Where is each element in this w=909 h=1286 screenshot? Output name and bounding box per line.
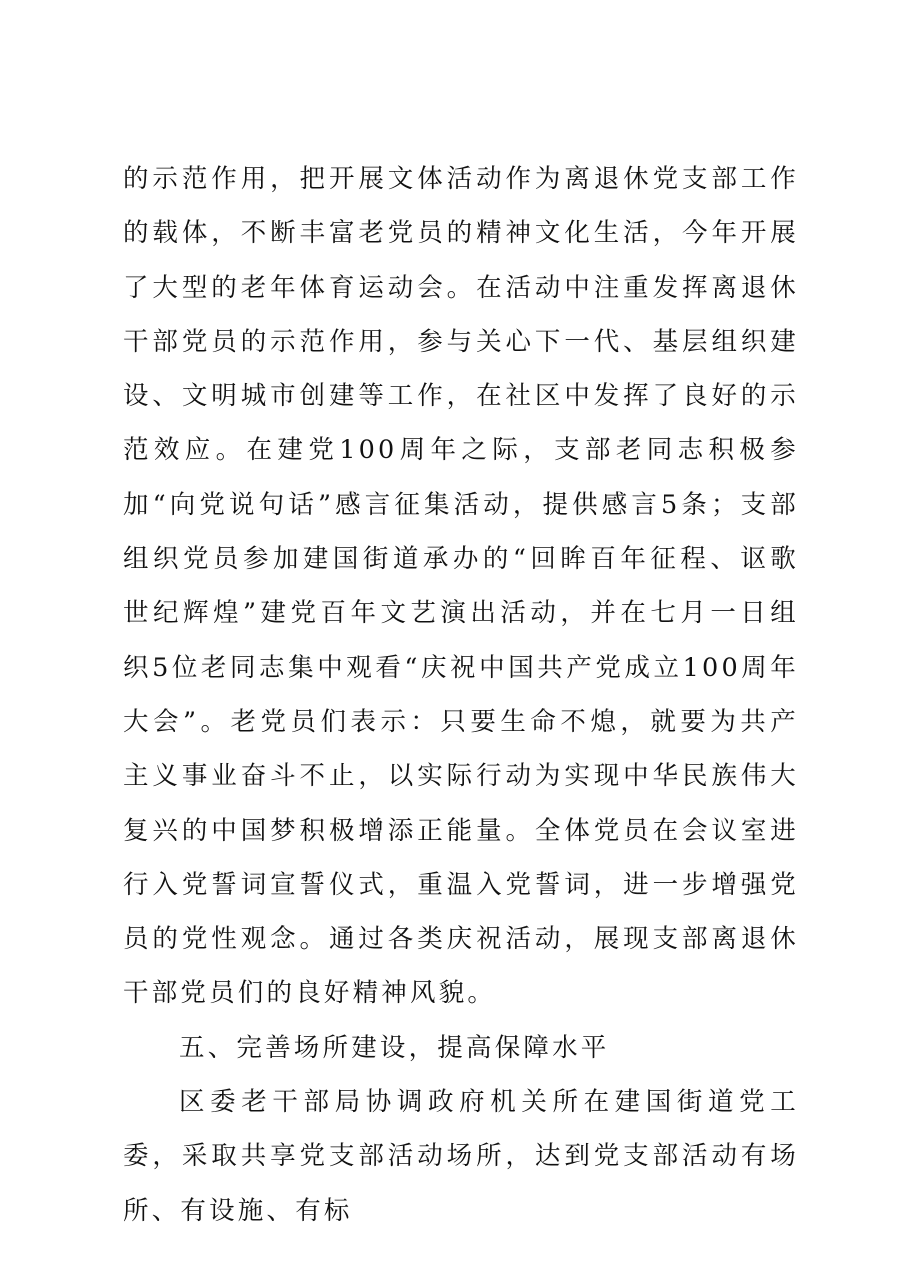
paragraph-activities: 的示范作用，把开展文体活动作为离退休党支部工作的载体，不断丰富老党员的精神文化生活，今年开展了大型的老年体育运动会。在活动中注重发挥离退休干部党员的示范作用，参与关心下一代、基层组织建设、文明城市创建等工作，在社区中发挥了良好的示范效应。在建党100周年之际，支部老同志积极参加“向党说句话”感言征集活动，提供感言5条；支部组织党员参加建国街道承办的“回眸百年征程、讴歌世纪辉煌”建党百年文艺演出活动，并在七月一日组织5位老同志集中观看“庆祝中国共产党成立100周年大会”。老党员们表示：只要生命不熄，就要为共产主义事业奋斗不止，以实际行动为实现中华民族伟大复兴的中国梦积极增添正能量。全体党员在会议室进行入党誓词宣誓仪式，重温入党誓词，进一步增强党员的党性观念。通过各类庆祝活动，展现支部离退休干部党员们的良好精神风貌。: [123, 164, 799, 1009]
document-body: [123, 152, 799, 1238]
section-heading-five: 五、完善场所建设，提高保障水平: [179, 1032, 610, 1063]
paragraph-venue: 区委老干部局协调政府机关所在建国街道党工委，采取共享党支部活动场所，达到党支部活动有场所、有设施、有标: [123, 1087, 799, 1226]
